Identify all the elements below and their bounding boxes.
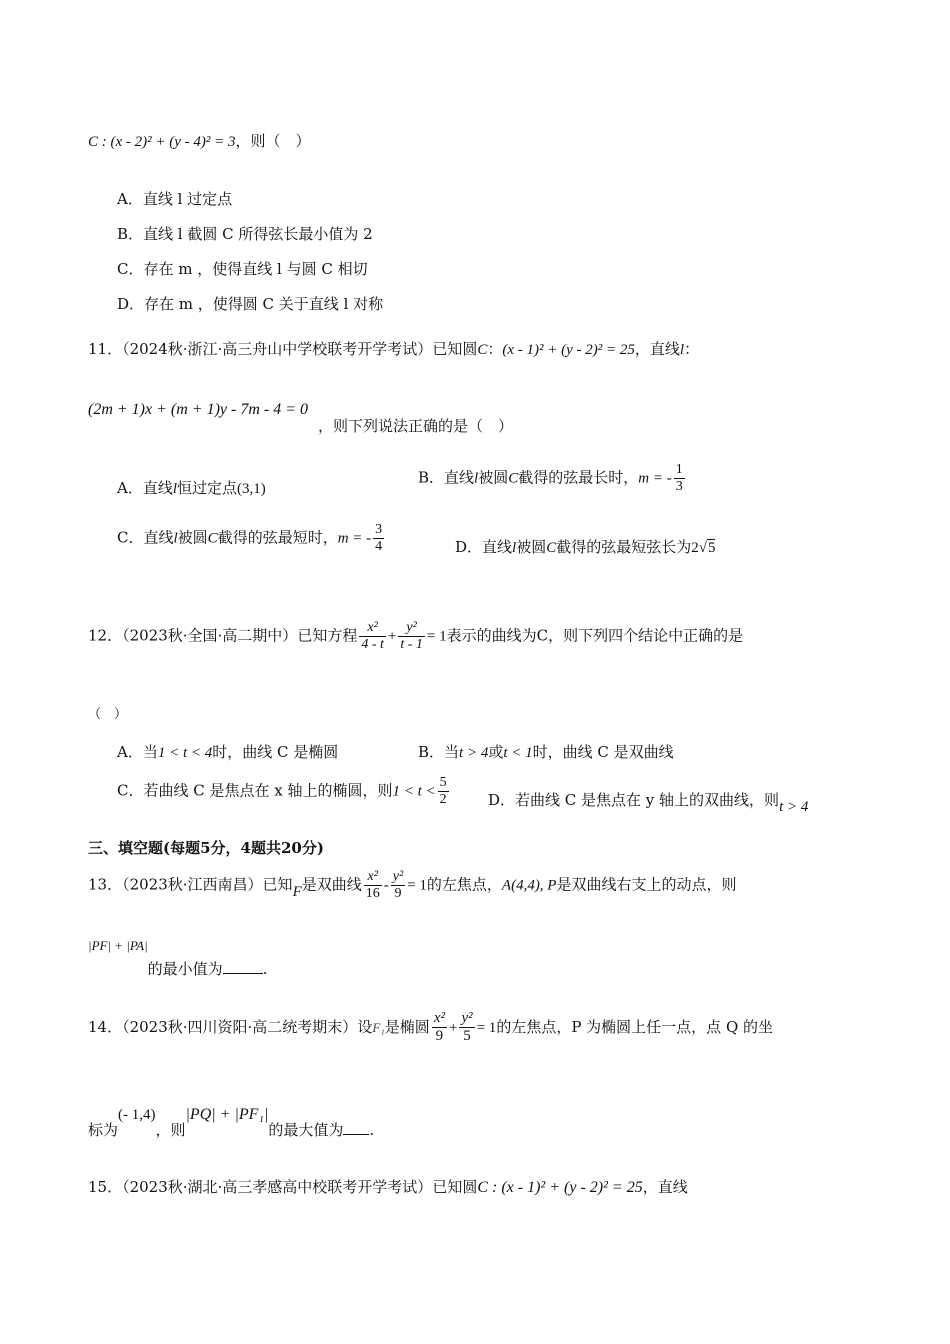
q12-frac2 (398, 620, 425, 653)
q12-c-den: 2 (439, 792, 447, 808)
q14-tail: 的左焦点，P 为椭圆上任一点，点 Q 的坐 (496, 1017, 774, 1036)
q13-expr: |PF| + |PA| (88, 938, 148, 953)
q11-circle-name: C (477, 342, 488, 358)
q14-line2-mid: ，则 (155, 1121, 186, 1139)
q11-source: （2024秋·浙江·高三舟山中学校联考开学考试） (122, 340, 433, 358)
q10-option-a: A．直线 l 过定点 (117, 190, 233, 208)
q13-eq: = 1 (407, 877, 427, 894)
q14-f2-den: 5 (463, 1028, 471, 1045)
q11-option-d (455, 538, 715, 557)
q10-option-c: C．存在 m ，使得直线 l 与圆 C 相切 (117, 260, 368, 278)
q12-f1-den: 4 - t (361, 637, 384, 653)
q15-tail: ，直线 (642, 1178, 688, 1196)
q14-ask: 的最大值为 (268, 1121, 344, 1139)
q15-number: 15． (88, 1178, 123, 1196)
q11-c-text1: 被圆 (177, 528, 208, 547)
q12-b-cond2: t < 1 (503, 745, 533, 761)
q11-a-label: A．直线 (117, 479, 173, 497)
q12-number: 12． (88, 626, 123, 645)
q11-d-sqrt: 2√5 (691, 540, 716, 556)
q12-a-tail: 时，曲线 C 是椭圆 (212, 743, 339, 761)
q14-expr: |PQ| + |PF₁| (185, 1106, 269, 1123)
q11-option-b (418, 462, 687, 495)
q11-c-den: 4 (375, 539, 383, 555)
q14-line2-lead: 标为 (88, 1121, 119, 1139)
q15-circle-eq: C : (x - 1)² + (y - 2)² = 25 (477, 1179, 643, 1196)
q12-d-label: D．若曲线 C 是焦点在 y 轴上的双曲线，则 (488, 791, 780, 809)
q12-option-d (488, 791, 809, 815)
q11-c-frac (373, 522, 384, 555)
q11-option-a (117, 479, 266, 498)
q11-d-l: l (512, 540, 517, 556)
q11-c-l: l (173, 530, 178, 547)
q12-f1-num: x² (359, 620, 386, 637)
section3-title: 三、填空题(每题5分，4题共20分) (88, 839, 324, 857)
q11-c-m: m = - (337, 530, 372, 547)
q13-tail2: 是双曲线右支上的动点，则 (556, 875, 737, 894)
q13-f2-den: 9 (394, 886, 402, 902)
q12-b-label: B．当 (418, 743, 460, 761)
q11-line-colon: ： (684, 340, 700, 358)
q11-a-l: l (172, 481, 178, 497)
q11-b-frac (674, 462, 685, 495)
q11-b-text1: 被圆 (478, 468, 509, 487)
q13-stem (88, 869, 737, 902)
q14-f1-num: x² (432, 1010, 447, 1028)
q15-lead: 已知圆 (432, 1178, 478, 1196)
q11-c-num: 3 (373, 522, 384, 539)
q11-d-text1: 被圆 (516, 538, 547, 556)
q12-eq: = 1 (426, 628, 447, 645)
q11-b-num: 1 (674, 462, 685, 479)
q13-tail: 的左焦点， (426, 875, 502, 894)
q11-d-label: D．直线 (455, 538, 513, 556)
q14-frac2 (459, 1010, 474, 1046)
q11-line-eq: (2m + 1)x + (m + 1)y - 7m - 4 = 0 (88, 401, 309, 418)
q10-tail: ，则（ ） (235, 132, 311, 150)
q14-lead: 设 (357, 1017, 373, 1036)
q12-source: （2023秋·全国·高二期中） (122, 626, 298, 645)
q12-lead: 已知方程 (297, 626, 358, 645)
q15-source: （2023秋·湖北·高三孝感高中校联考开学考试） (122, 1178, 433, 1196)
q12-option-a (117, 743, 338, 762)
q11-number: 11． (88, 340, 123, 358)
q12-c-label: C．若曲线 C 是焦点在 x 轴上的椭圆，则 (117, 781, 393, 800)
q13-f2-num: y² (391, 869, 405, 886)
q12-frac1 (359, 620, 386, 653)
q13-answer-blank[interactable] (223, 973, 263, 974)
q11-stem (88, 340, 699, 359)
q11-lead: 已知圆 (432, 340, 478, 358)
q14-f2-num: y² (459, 1010, 474, 1028)
q13-f1-den: 16 (365, 886, 380, 902)
q11-c-c: C (207, 530, 218, 547)
q11-b-m: m = - (638, 470, 672, 487)
q13-number: 13． (88, 875, 123, 894)
q10-option-b: B．直线 l 截圆 C 所得弦长最小值为 2 (117, 225, 373, 243)
q12-a-cond: 1 < t < 4 (157, 745, 213, 761)
q14-frac1 (432, 1010, 447, 1046)
q12-tail: 表示的曲线为C，则下列四个结论中正确的是 (446, 626, 744, 645)
q11-c-text2: 截得的弦最短时， (217, 528, 338, 547)
q12-b-cond1: t > 4 (459, 745, 489, 761)
q13-mid: 是双曲线 (301, 875, 362, 894)
q12-plus: + (387, 628, 397, 645)
q11-a-text: 恒过定点 (177, 479, 238, 497)
q10-circle-line (88, 132, 311, 151)
q11-c-label: C．直线 (117, 528, 174, 547)
q12-d-cond: t > 4 (779, 799, 809, 815)
q11-line-eq-row (88, 400, 308, 419)
q11-d-rad: 5 (707, 540, 716, 556)
q10-option-d: D．存在 m ，使得圆 C 关于直线 l 对称 (117, 295, 384, 313)
q13-line2 (88, 938, 268, 978)
q11-question: ，则下列说法正确的是（ ） (318, 417, 514, 435)
q14-answer-blank[interactable] (343, 1134, 369, 1135)
q12-f2-den: t - 1 (400, 637, 423, 653)
q11-a-point: (3,1) (237, 481, 266, 497)
q11-circle-eq: (x - 1)² + (y - 2)² = 25 (502, 342, 635, 358)
q14-stem (88, 1010, 773, 1046)
q13-F: F (292, 883, 302, 900)
q14-f1-den: 9 (435, 1028, 444, 1045)
q14-F1: F₁ (372, 1019, 385, 1035)
q12-option-b (418, 743, 674, 762)
q10-circle-eq: C : (x - 2)² + (y - 4)² = 3 (88, 134, 236, 150)
q14-eq: = 1 (476, 1019, 497, 1036)
q12-f2-num: y² (398, 620, 425, 637)
q11-d-coef: 2 (691, 540, 699, 556)
q13-ask: 的最小值为 (147, 960, 223, 978)
q11-b-label: B．直线 (418, 468, 475, 487)
q12-b-or: 或 (488, 743, 504, 761)
q12-paren: （ ） (88, 707, 128, 722)
q14-Q: (- 1,4) (118, 1107, 156, 1123)
q11-d-text2: 截得的弦最短弦长为 (556, 538, 692, 556)
q11-b-text2: 截得的弦最长时， (518, 468, 639, 487)
q13-f1-num: x² (364, 869, 382, 886)
q11-b-c: C (508, 470, 519, 487)
q13-lead: 已知 (262, 875, 293, 894)
q14-line2 (88, 1105, 375, 1139)
q14-number: 14． (88, 1017, 123, 1036)
q11-line-name: l (679, 342, 685, 358)
q12-stem (88, 620, 743, 653)
q11-b-den: 3 (675, 479, 683, 495)
q13-frac1 (364, 869, 382, 902)
q14-plus: + (448, 1019, 458, 1036)
q14-source: （2023秋·四川资阳·高二统考期末） (122, 1017, 358, 1036)
q15-stem (88, 1178, 688, 1197)
q13-end: . (262, 960, 268, 978)
q13-minus: - (383, 877, 389, 894)
q13-source: （2023秋·江西南昌） (122, 875, 263, 894)
q12-c-num: 5 (438, 775, 449, 792)
q11-option-c (117, 522, 386, 555)
q11-colon: ： (487, 340, 503, 358)
q14-end: . (369, 1121, 375, 1139)
q12-a-label: A．当 (117, 743, 158, 761)
q12-c-cond: 1 < t < (392, 783, 436, 800)
q12-option-c (117, 775, 451, 808)
q12-b-tail: 时，曲线 C 是双曲线 (532, 743, 674, 761)
q11-b-l: l (474, 470, 479, 487)
q13-A: A(4,4), P (501, 877, 557, 894)
q12-c-frac (438, 775, 449, 808)
q11-d-c: C (546, 540, 557, 556)
q13-frac2 (391, 869, 405, 902)
q14-mid: 是椭圆 (384, 1017, 430, 1036)
q11-line-lead: ，直线 (634, 340, 680, 358)
